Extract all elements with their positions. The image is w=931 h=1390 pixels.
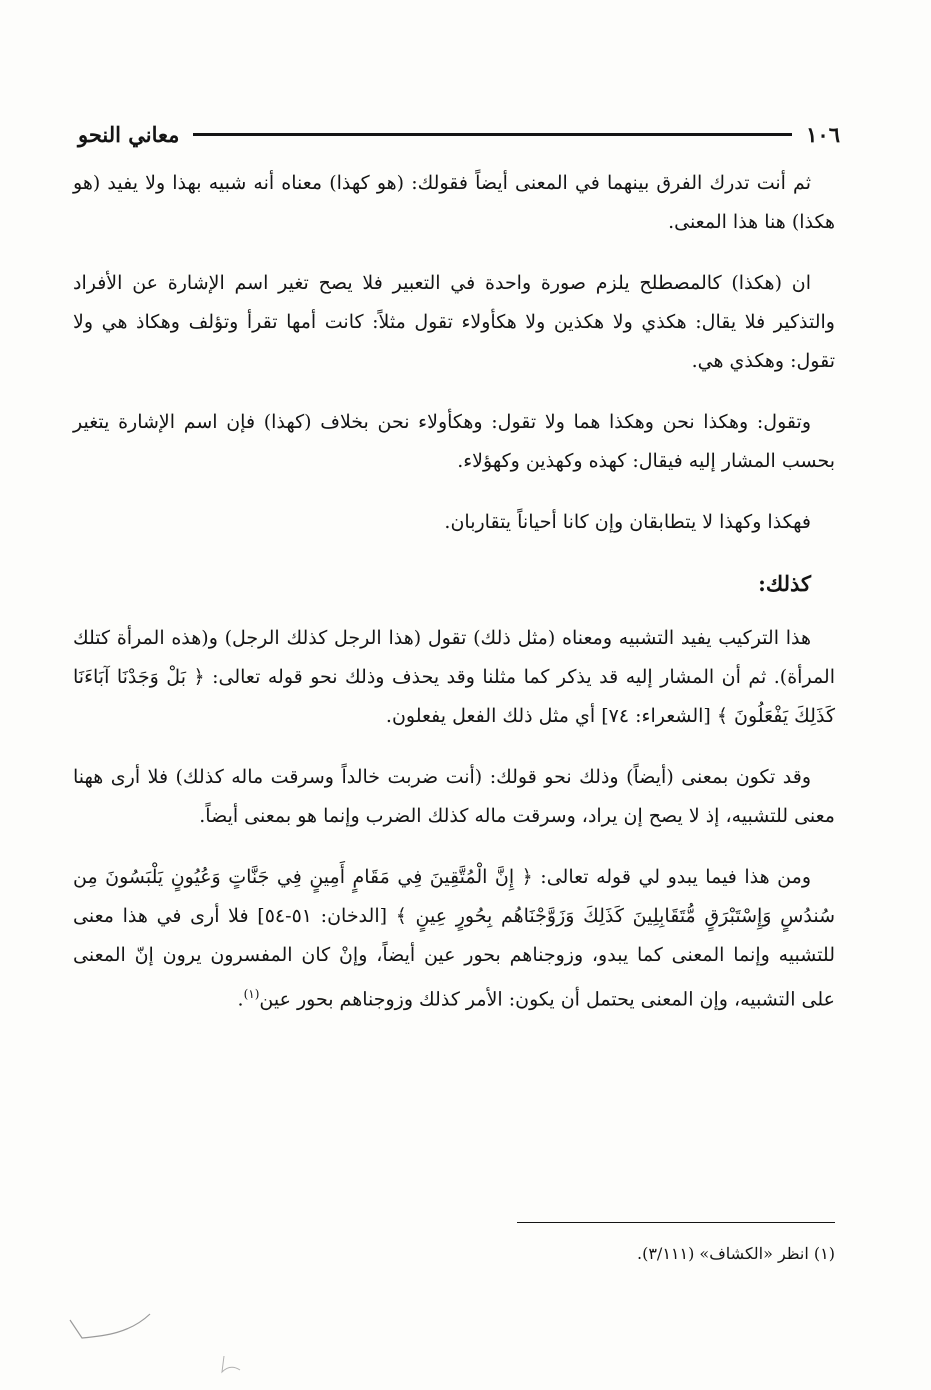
pencil-mark bbox=[60, 1300, 160, 1350]
paragraph: ثم أنت تدرك الفرق بينهما في المعنى أيضاً فقولك: (هو كهذا) معناه أنه شبيه بهذا ولا يفيد (هو هكذا) هنا هذا المعنى. bbox=[73, 172, 835, 233]
section-heading: كذلك: bbox=[758, 571, 811, 596]
pencil-mark bbox=[210, 1352, 250, 1382]
main-text bbox=[73, 164, 835, 1041]
paragraph-text: ومن هذا فيما يبدو لي قوله تعالى: ﴿ إِنَّ الْمُتَّقِينَ فِي مَقَامٍ أَمِينٍ فِي جَنَّاتٍ وَعُيُونٍ يَلْبَسُونَ مِن سُندُسٍ وَإِسْتَبْرَقٍ مُّتَقَابِلِينَ كَذَلِكَ وَزَوَّجْنَاهُم بِحُورٍ عِينٍ ﴾ [الدخان: ٥١-٥٤] فلا أرى في هذا معنى للتشبيه وإنما المعنى كما يبدو، وزوجناهم بحور عين أيضاً، وإنْ كان المفسرون يرون إنّ المعنى على التشبيه، وإن المعنى يحتمل أن يكون: الأمر كذلك وزوجناهم بحور عين bbox=[73, 866, 835, 1011]
paragraph: فهكذا وكهذا لا يتطابقان وإن كانا أحياناً يتقاربان. bbox=[444, 511, 811, 533]
footnote: (١) انظر «الكشاف» (٣/١١١). bbox=[637, 1244, 835, 1263]
footnote-reference: (١) bbox=[243, 987, 260, 1001]
running-title: معاني النحو bbox=[78, 121, 180, 147]
paragraph bbox=[73, 858, 835, 1019]
page-number: ١٠٦ bbox=[806, 121, 840, 147]
footnote-rule bbox=[517, 1222, 835, 1223]
paragraph-end: . bbox=[237, 988, 244, 1011]
running-header bbox=[78, 118, 840, 150]
paragraph: هذا التركيب يفيد التشبيه ومعناه (مثل ذلك) تقول (هذا الرجل كذلك الرجل) و(هذه المرأة كتلك المرأة). ثم أن المشار إليه قد يذكر كما مثلنا وقد يحذف وذلك نحو قوله تعالى: ﴿ بَلْ وَجَدْنَا آبَاءَنَا كَذَلِكَ يَفْعَلُونَ ﴾ [الشعراء: ٧٤] أي مثل ذلك الفعل يفعلون. bbox=[73, 627, 835, 727]
header-rule bbox=[193, 133, 792, 136]
paragraph: ان (هكذا) كالمصطلح يلزم صورة واحدة في التعبير فلا يصح تغير اسم الإشارة عن الأفراد والتذكير فلا يقال: هكذي ولا هكذين ولا هكأولاء تقول مثلاً: كانت أمها تقرأ وتؤلف وهكاذ هي ولا تقول: وهكذي هي. bbox=[73, 272, 835, 372]
paragraph: وقد تكون بمعنى (أيضاً) وذلك نحو قولك: (أنت ضربت خالداً وسرقت ماله كذلك) فلا أرى ههنا معنى للتشبيه، إذ لا يصح إن يراد، وسرقت ماله كذلك الضرب وإنما هو بمعنى أيضاً. bbox=[73, 766, 835, 827]
paragraph: وتقول: وهكذا نحن وهكذا هما ولا تقول: وهكأولاء نحن بخلاف (كهذا) فإن اسم الإشارة يتغير بحسب المشار إليه فيقال: كهذه وكهذين وكهؤلاء. bbox=[73, 411, 835, 472]
